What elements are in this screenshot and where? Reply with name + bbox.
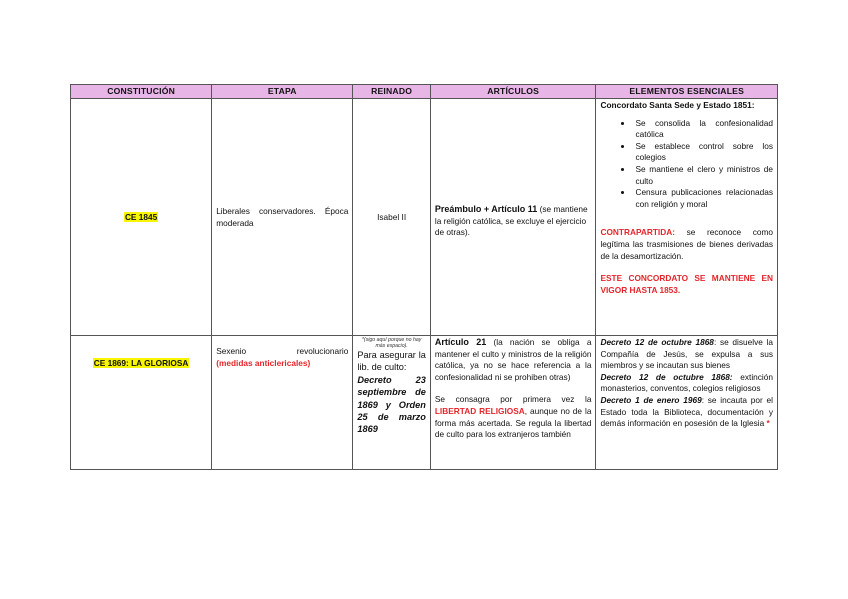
reinado-text: Isabel II [377, 211, 407, 222]
libertad-label: LIBERTAD RELIGIOSA [434, 405, 525, 416]
vigor-notice: ESTE CONCORDATO SE MANTIENE EN VIGOR HASTA 1853. [600, 273, 773, 295]
contrapartida-text: se reconoce como legítima las trasmisiones de bienes derivadas de la desamortización. [600, 227, 773, 261]
concordato-list [600, 118, 773, 211]
reinado-decree: Decreto 23 septiembre de 1869 y Orden 25 de marzo 1869 [357, 374, 426, 435]
articulo-title: Preámbulo + Artículo 11 [434, 204, 538, 215]
constitucion-label: CE 1845 [124, 211, 158, 222]
decreto-2-text: extinción monasterios, conventos, colegios religiosos [600, 371, 773, 394]
articulo-text: (se mantiene la religión católica, se excluye el ejercicio de otras). [434, 204, 588, 238]
cell-constitucion [71, 99, 212, 336]
decreto-3-text: : se incauta por el Estado toda la Biblioteca, documentación y demás información en posesión de la Iglesia [600, 394, 773, 429]
list-item: • Se establece control sobre los colegios [633, 141, 773, 164]
asterisk-mark: * [766, 418, 770, 429]
cell-reinado [353, 336, 430, 470]
cell-constitucion [71, 336, 212, 470]
cell-etapa [212, 336, 353, 470]
constitucion-label: CE 1869: LA GLORIOSA [93, 358, 189, 368]
list-item: • Se mantiene el clero y ministros de culto [633, 164, 773, 187]
cell-elementos [596, 99, 778, 336]
header-row [71, 85, 778, 99]
table-row [71, 336, 778, 470]
decreto-1-text: : se disuelve la Compañía de Jesús, se expulsa a sus miembros y se incautan sus bienes [600, 337, 773, 371]
contrapartida-label: CONTRAPARTIDA: [600, 227, 675, 238]
reinado-text: Para asegurar la lib. de culto: [357, 350, 426, 373]
etapa-text: Sexenio revolucionario [216, 346, 349, 356]
cell-articulos [430, 336, 596, 470]
decreto-2-title: Decreto 12 de octubre 1868: [600, 371, 733, 382]
decreto-1-title: Decreto 12 de octubre 1868 [600, 337, 714, 347]
list-item: • Se consolida la confesionalidad católica [633, 118, 773, 141]
libertad-post: , aunque no de la forma más acertada. Se regula la libertad de culto para los extranjeros también [434, 405, 592, 440]
cell-reinado [353, 99, 430, 336]
etapa-note: (medidas anticlericales) [216, 357, 311, 368]
articulo-text: (la nación se obliga a mantener el culto y ministros de la religión católica, ya no se hace referencia a la confesionalidad ni se prohiben otras) [434, 337, 592, 382]
header-etapa: ETAPA [212, 85, 353, 99]
decreto-3-title: Decreto 1 de enero 1969 [600, 394, 702, 405]
header-constitucion: CONSTITUCIÓN [71, 85, 212, 99]
concordato-title: Concordato Santa Sede y Estado 1851: [600, 100, 755, 110]
articulo-title: Artículo 21 [434, 337, 487, 347]
header-elementos: ELEMENTOS ESENCIALES [596, 85, 778, 99]
etapa-text: Liberales conservadores. Época moderada [216, 205, 349, 228]
list-item: • Censura publicaciones relacionadas con religión y moral [633, 187, 773, 210]
header-articulos: ARTÍCULOS [430, 85, 596, 99]
reinado-note: *(sigo aquí porque no hay más espacio). [361, 337, 422, 349]
header-reinado: REINADO [353, 85, 430, 99]
cell-etapa [212, 99, 353, 336]
constitutions-table [70, 84, 778, 470]
table-row [71, 99, 778, 336]
cell-articulos [430, 99, 596, 336]
libertad-pre: Se consagra por primera vez la [434, 394, 592, 405]
cell-elementos [596, 336, 778, 470]
